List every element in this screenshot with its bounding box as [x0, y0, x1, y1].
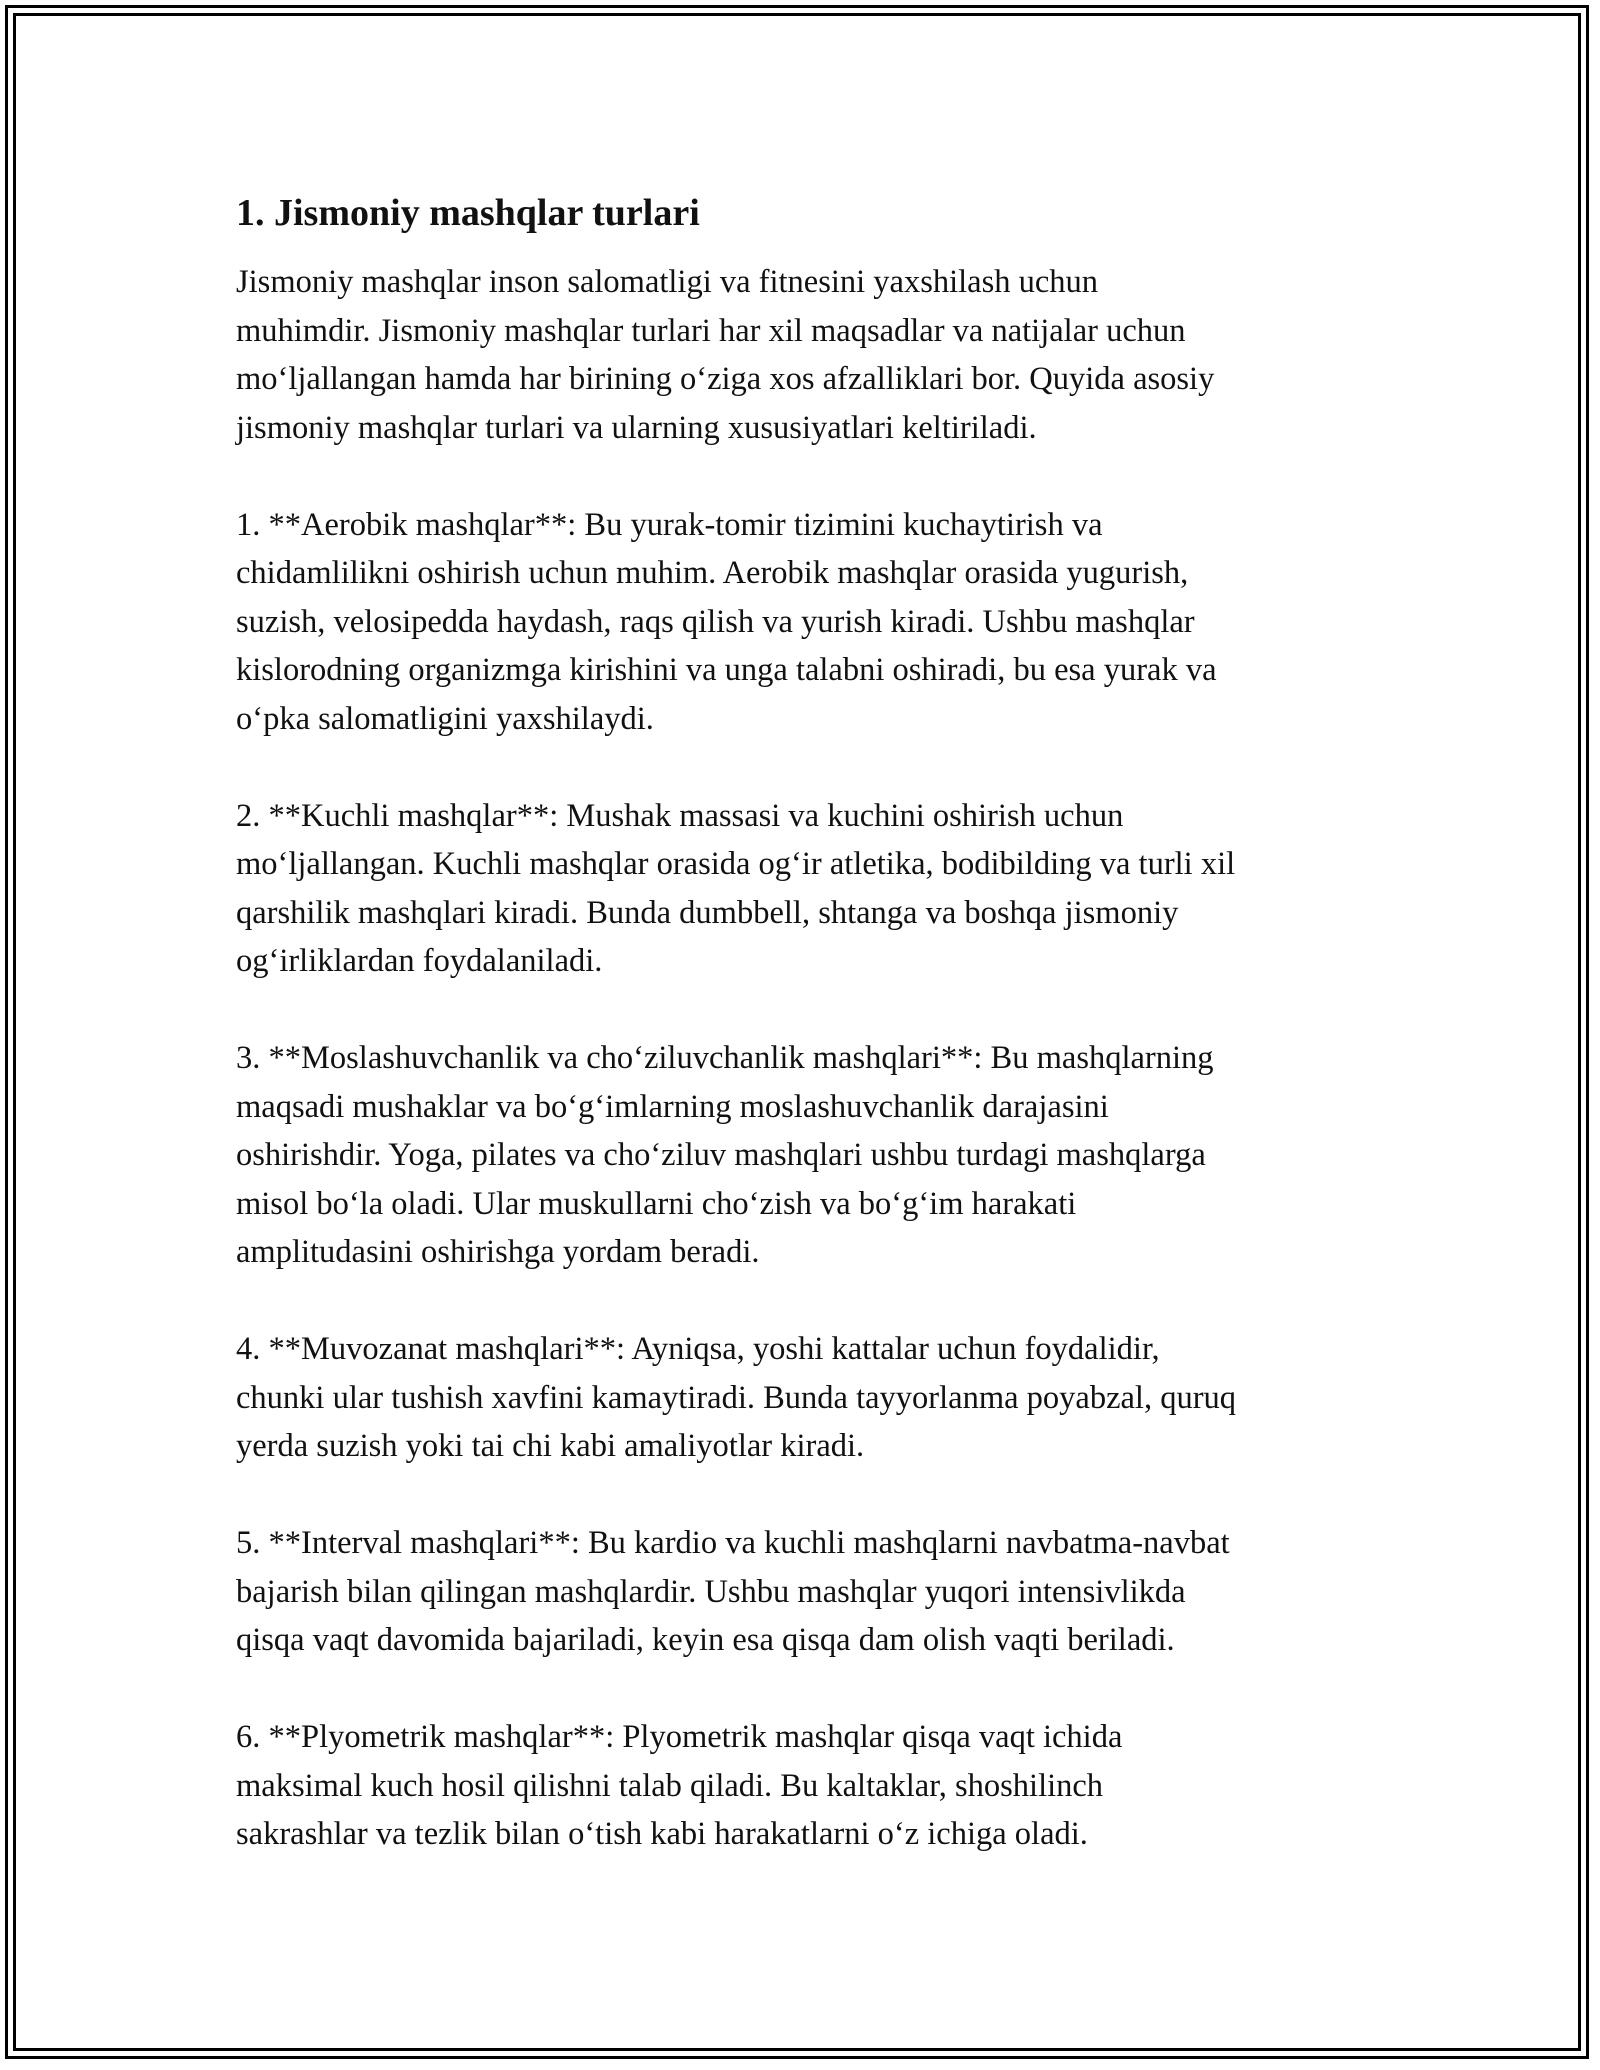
text-line: muhimdir. Jismoniy mashqlar turlari har xil maqsadlar va natijalar uchun [236, 312, 1186, 349]
text-line: suzish, velosipedda haydash, raqs qilish va yurish kiradi. Ushbu mashqlar [236, 603, 1195, 640]
text-line: 3. **Moslashuvchanlik va cho‘ziluvchanlik mashqlari**: Bu mashqlarning [236, 1040, 1214, 1076]
text-line: kislorodning organizmga kirishini va unga talabni oshiradi, bu esa yurak va [236, 652, 1217, 688]
text-line: o‘pka salomatligini yaxshilaydi. [236, 700, 654, 737]
text-line: amplitudasini oshirishga yordam beradi. [236, 1234, 760, 1270]
list-item-plyometric [236, 1713, 1366, 1859]
text-line: 4. **Muvozanat mashqlari**: Ayniqsa, yoshi kattalar uchun foydalidir, [236, 1331, 1160, 1367]
list-item-balance [236, 1325, 1366, 1471]
list-item-aerobic [236, 501, 1366, 744]
text-line: 5. **Interval mashqlari**: Bu kardio va kuchli mashqlarni navbatma-navbat [236, 1525, 1230, 1561]
list-item-strength [236, 792, 1366, 986]
text-line: chidamlilikni oshirish uchun muhim. Aerobik mashqlar orasida yugurish, [236, 555, 1189, 591]
text-line: maqsadi mushaklar va bo‘g‘imlarning moslashuvchanlik darajasini [236, 1088, 1109, 1125]
text-line: qisqa vaqt davomida bajariladi, keyin esa qisqa dam olish vaqti beriladi. [236, 1622, 1175, 1658]
text-line: jismoniy mashqlar turlari va ularning xususiyatlari keltiriladi. [236, 409, 1037, 446]
text-line: oshirishdir. Yoga, pilates va cho‘ziluv mashqlari ushbu turdagi mashqlarga [236, 1137, 1206, 1173]
text-line: qarshilik mashqlari kiradi. Bunda dumbbell, shtanga va boshqa jismoniy [236, 894, 1179, 931]
text-line: og‘irliklardan foydalaniladi. [236, 943, 603, 979]
text-line: maksimal kuch hosil qilishni talab qiladi. Bu kaltaklar, shoshilinch [236, 1767, 1104, 1804]
text-line: 2. **Kuchli mashqlar**: Mushak massasi va kuchini oshirish uchun [236, 797, 1124, 834]
list-item-flexibility [236, 1034, 1366, 1277]
text-line: mo‘ljallangan hamda har birining o‘ziga xos afzalliklari bor. Quyida asosiy [236, 361, 1215, 397]
text-line: yerda suzish yoki tai chi kabi amaliyotlar kiradi. [236, 1428, 865, 1464]
text-line: sakrashlar va tezlik bilan o‘tish kabi harakatlarni o‘z ichiga oladi. [236, 1816, 1088, 1852]
list-item-interval [236, 1519, 1366, 1665]
text-line: chunki ular tushish xavfini kamaytiradi. Bunda tayyorlanma poyabzal, quruq [236, 1379, 1237, 1416]
text-line: mo‘ljallangan. Kuchli mashqlar orasida og‘ir atletika, bodibilding va turli xil [236, 846, 1236, 882]
text-line: bajarish bilan qilingan mashqlardir. Ushbu mashqlar yuqori intensivlikda [236, 1573, 1186, 1610]
intro-paragraph [236, 258, 1366, 452]
text-line: 1. **Aerobik mashqlar**: Bu yurak-tomir tizimini kuchaytirish va [236, 506, 1103, 543]
text-line: misol bo‘la oladi. Ular muskullarni cho‘zish va bo‘g‘im harakati [236, 1185, 1077, 1222]
text-line: Jismoniy mashqlar inson salomatligi va fitnesini yaxshilash uchun [236, 264, 1099, 300]
section-heading: 1. Jismoniy mashqlar turlari [236, 192, 700, 234]
document-body [236, 188, 1366, 1907]
text-line: 6. **Plyometrik mashqlar**: Plyometrik mashqlar qisqa vaqt ichida [236, 1719, 1123, 1755]
